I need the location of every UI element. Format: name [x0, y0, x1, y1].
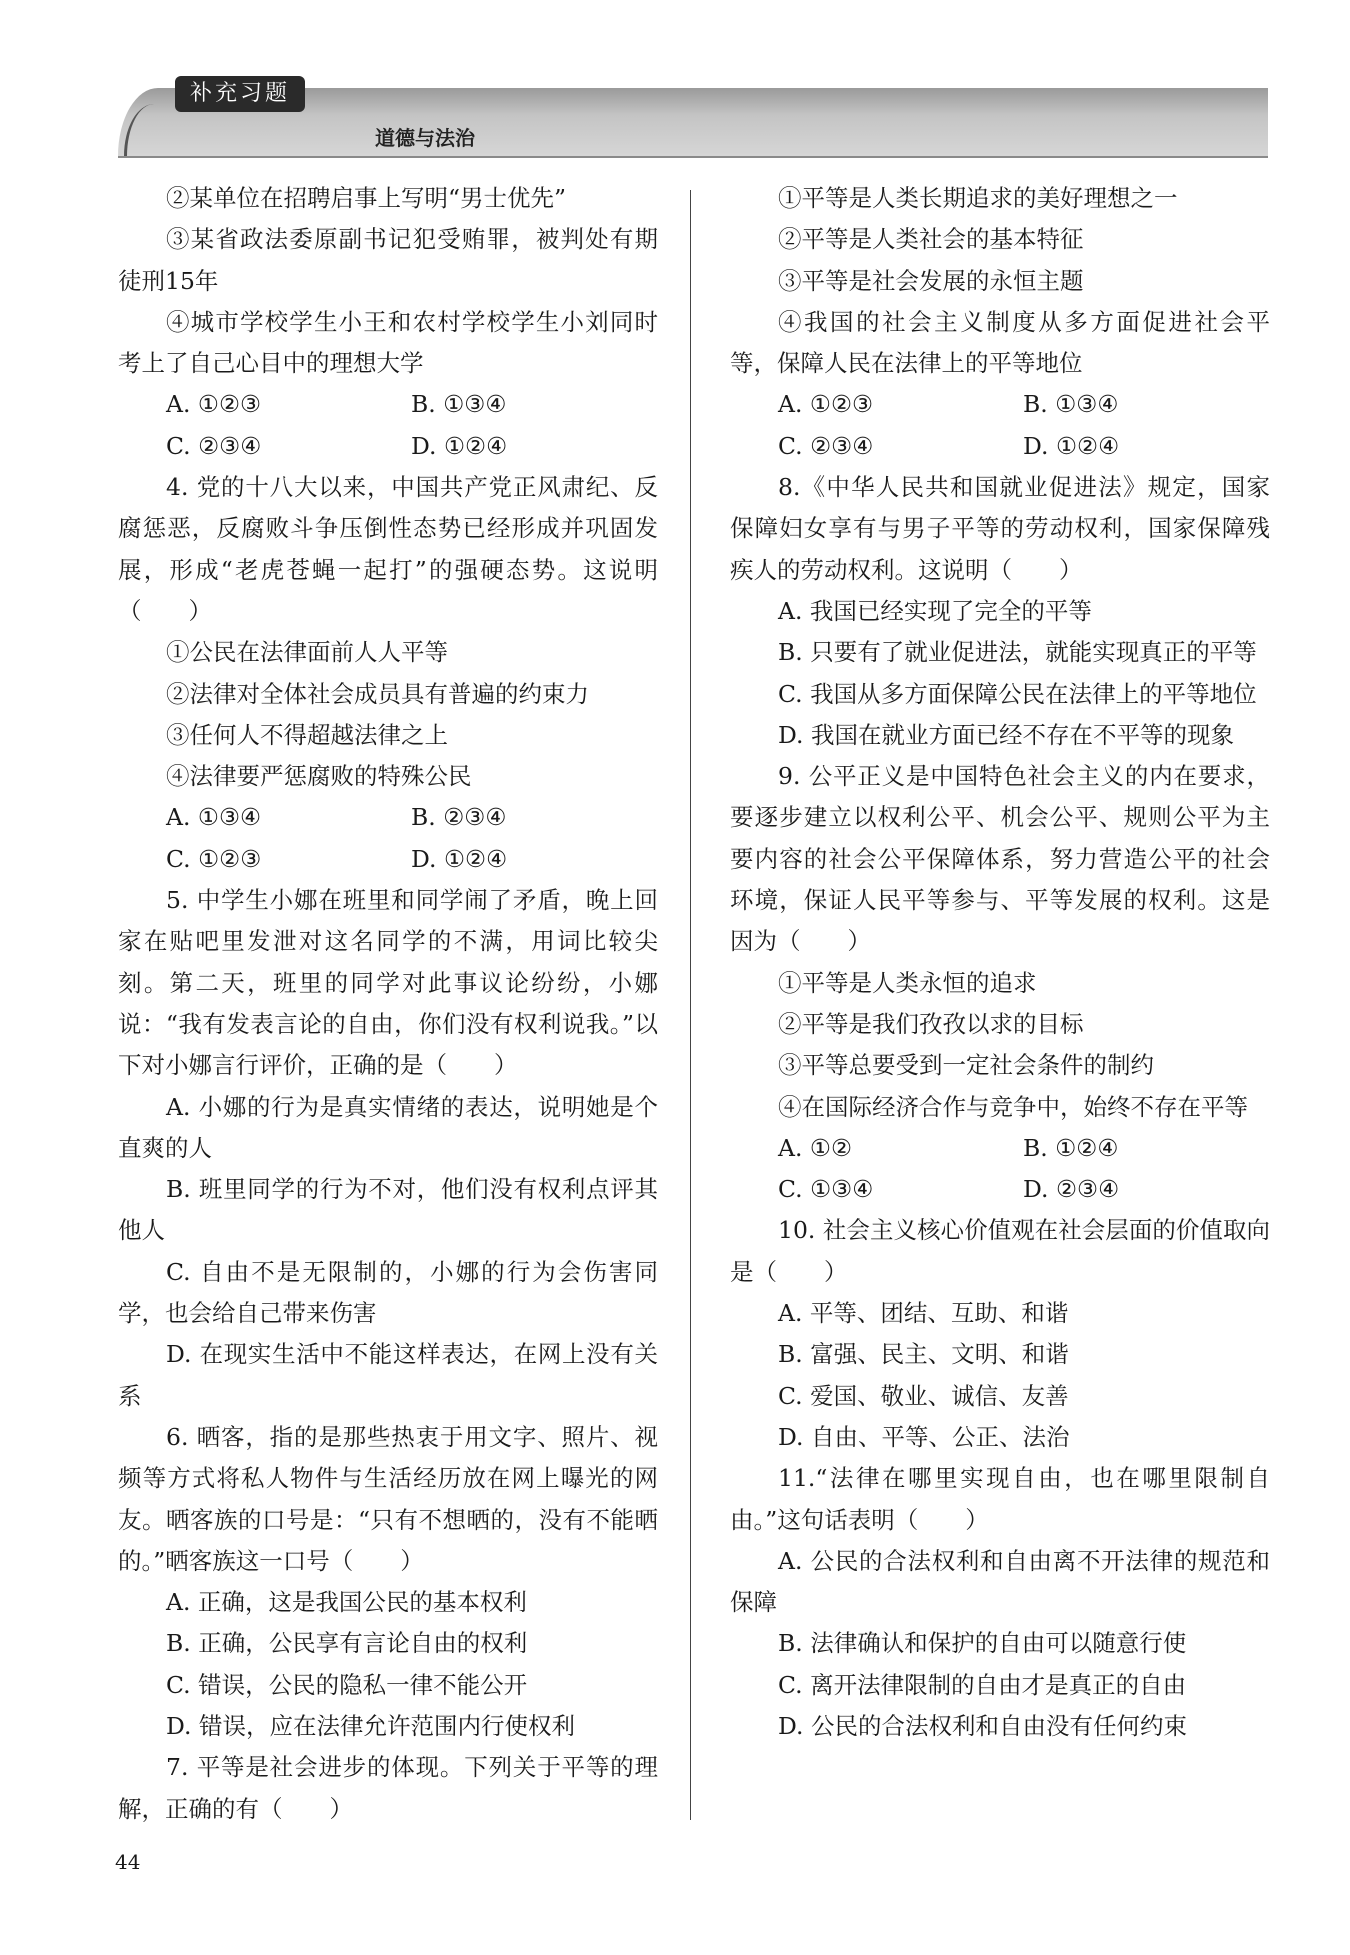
- q3-item-2: ②某单位在招聘启事上写明“男士优先”: [166, 184, 567, 212]
- q9-item-2: ②平等是我们孜孜以求的目标: [778, 1009, 1084, 1038]
- q11-option-d: D. 公民的合法权利和自由没有任何约束: [778, 1711, 1187, 1740]
- q4-stem: 4. 党的十八大以来，中国共产党正风肃纪、反腐惩恶，反腐败斗争压倒性态势已经形成并巩固发展，形成“老虎苍蝇一起打”的强硬态势。这说明（ ）: [118, 473, 658, 625]
- q5-option-c: C. 自由不是无限制的，小娜的行为会伤害同学，也会给自己带来伤害: [118, 1257, 658, 1328]
- q9-option-d: D. ②③④: [1023, 1175, 1120, 1204]
- q7-item-2: ②平等是人类社会的基本特征: [778, 225, 1084, 254]
- q4-options-row-1: [118, 797, 658, 838]
- q10-stem: 10. 社会主义核心价值观在社会层面的价值取向是（ ）: [730, 1216, 1270, 1286]
- q10-option-c: C. 爱国、敬业、诚信、友善: [778, 1381, 1069, 1410]
- q4-item-4: ④法律要严惩腐败的特殊公民: [166, 762, 472, 791]
- q4-option-b: B. ②③④: [411, 803, 507, 832]
- q10-option-b: B. 富强、民主、文明、和谐: [778, 1340, 1069, 1369]
- q11-stem: 11.“法律在哪里实现自由，也在哪里限制自由。”这句话表明（ ）: [730, 1464, 1270, 1534]
- q9-options-row-1: [730, 1128, 1270, 1169]
- q9-item-4: ④在国际经济合作与竞争中，始终不存在平等: [778, 1092, 1248, 1121]
- q9-option-b: B. ①②④: [1023, 1133, 1119, 1162]
- left-column: [118, 178, 658, 1830]
- q11-option-a: A. 公民的合法权利和自由离不开法律的规范和保障: [730, 1546, 1270, 1617]
- q5-option-a: A. 小娜的行为是真实情绪的表达，说明她是个直爽的人: [118, 1092, 658, 1162]
- q5-option-b: B. 班里同学的行为不对，他们没有权利点评其他人: [118, 1175, 658, 1245]
- q9-option-c: C. ①③④: [778, 1175, 874, 1204]
- header-subject: 道德与法治: [375, 126, 475, 150]
- q7-option-a: A. ①②③: [778, 390, 874, 419]
- q10-option-d: D. 自由、平等、公正、法治: [778, 1422, 1070, 1451]
- q8-option-d: D. 我国在就业方面已经不存在不平等的现象: [778, 720, 1234, 749]
- q11-option-b: B. 法律确认和保护的自由可以随意行使: [778, 1629, 1187, 1658]
- header-tag: 补充习题: [175, 76, 305, 112]
- q7-option-c: C. ②③④: [778, 431, 874, 460]
- q7-stem: 7. 平等是社会进步的体现。下列关于平等的理解，正确的有（ ）: [118, 1753, 658, 1823]
- q7-option-b: B. ①③④: [1023, 390, 1119, 419]
- q3-option-a: A. ①②③: [166, 390, 262, 419]
- q3-options-row-1: [118, 384, 658, 425]
- q4-item-1: ①公民在法律面前人人平等: [166, 638, 448, 667]
- right-column: [730, 178, 1270, 1747]
- q3-item-4: ④城市学校学生小王和农村学校学生小刘同时考上了自己心目中的理想大学: [118, 307, 658, 378]
- q9-option-a: A. ①②: [778, 1133, 853, 1162]
- q4-option-c: C. ①②③: [166, 844, 262, 873]
- q3-option-c: C. ②③④: [166, 431, 262, 460]
- column-divider: [690, 190, 691, 1820]
- q7-item-3: ③平等是社会发展的永恒主题: [778, 266, 1084, 295]
- q7-item-1: ①平等是人类长期追求的美好理想之一: [778, 184, 1178, 212]
- q6-option-d: D. 错误，应在法律允许范围内行使权利: [166, 1711, 575, 1740]
- q3-item-3: ③某省政法委原副书记犯受贿罪，被判处有期徒刑15年: [118, 225, 658, 295]
- q10-option-a: A. 平等、团结、互助、和谐: [778, 1299, 1069, 1328]
- q8-option-b: B. 只要有了就业促进法，就能实现真正的平等: [778, 638, 1257, 667]
- q9-item-1: ①平等是人类永恒的追求: [778, 968, 1037, 997]
- q4-item-3: ③任何人不得超越法律之上: [166, 720, 448, 749]
- q9-stem: 9. 公平正义是中国特色社会主义的内在要求，要逐步建立以权利公平、机会公平、规则公平为主要内容的社会公平保障体系，努力营造公平的社会环境，保证人民平等参与、平等发展的权利。这是因为（ ）: [730, 762, 1270, 956]
- q6-stem: 6. 晒客，指的是那些热衷于用文字、照片、视频等方式将私人物件与生活经历放在网上曝光的网友。晒客族的口号是：“只有不想晒的，没有不能晒的。”晒客族这一口号（ ）: [118, 1422, 658, 1575]
- q11-option-c: C. 离开法律限制的自由才是真正的自由: [778, 1670, 1187, 1699]
- q4-option-a: A. ①③④: [166, 803, 262, 832]
- q7-options-row-2: [730, 426, 1270, 467]
- q7-options-row-1: [730, 384, 1270, 425]
- q8-stem: 8.《中华人民共和国就业促进法》规定，国家保障妇女享有与男子平等的劳动权利，国家保障残疾人的劳动权利。这说明（ ）: [730, 473, 1270, 584]
- page-number: 44: [115, 1850, 141, 1874]
- q5-option-d: D. 在现实生活中不能这样表达，在网上没有关系: [118, 1340, 658, 1410]
- q7-option-d: D. ①②④: [1023, 431, 1120, 460]
- q7-item-4: ④我国的社会主义制度从多方面促进社会平等，保障人民在法律上的平等地位: [730, 307, 1270, 378]
- q9-item-3: ③平等总要受到一定社会条件的制约: [778, 1051, 1154, 1080]
- q3-option-d: D. ①②④: [411, 431, 508, 460]
- q5-stem: 5. 中学生小娜在班里和同学闹了矛盾，晚上回家在贴吧里发泄对这名同学的不满，用词比较尖刻。第二天，班里的同学对此事议论纷纷，小娜说：“我有发表言论的自由，你们没有权利说我。”以下对小娜言行评价，正确的是（ ）: [118, 886, 658, 1080]
- q6-option-a: A. 正确，这是我国公民的基本权利: [166, 1588, 527, 1617]
- q3-option-b: B. ①③④: [411, 390, 507, 419]
- q4-option-d: D. ①②④: [411, 844, 508, 873]
- q4-options-row-2: [118, 839, 658, 880]
- q8-option-c: C. 我国从多方面保障公民在法律上的平等地位: [778, 679, 1257, 708]
- q3-options-row-2: [118, 426, 658, 467]
- q8-option-a: A. 我国已经实现了完全的平等: [778, 596, 1092, 625]
- q9-options-row-2: [730, 1169, 1270, 1210]
- q6-option-c: C. 错误，公民的隐私一律不能公开: [166, 1670, 528, 1699]
- q4-item-2: ②法律对全体社会成员具有普遍的约束力: [166, 679, 589, 708]
- q6-option-b: B. 正确，公民享有言论自由的权利: [166, 1629, 528, 1658]
